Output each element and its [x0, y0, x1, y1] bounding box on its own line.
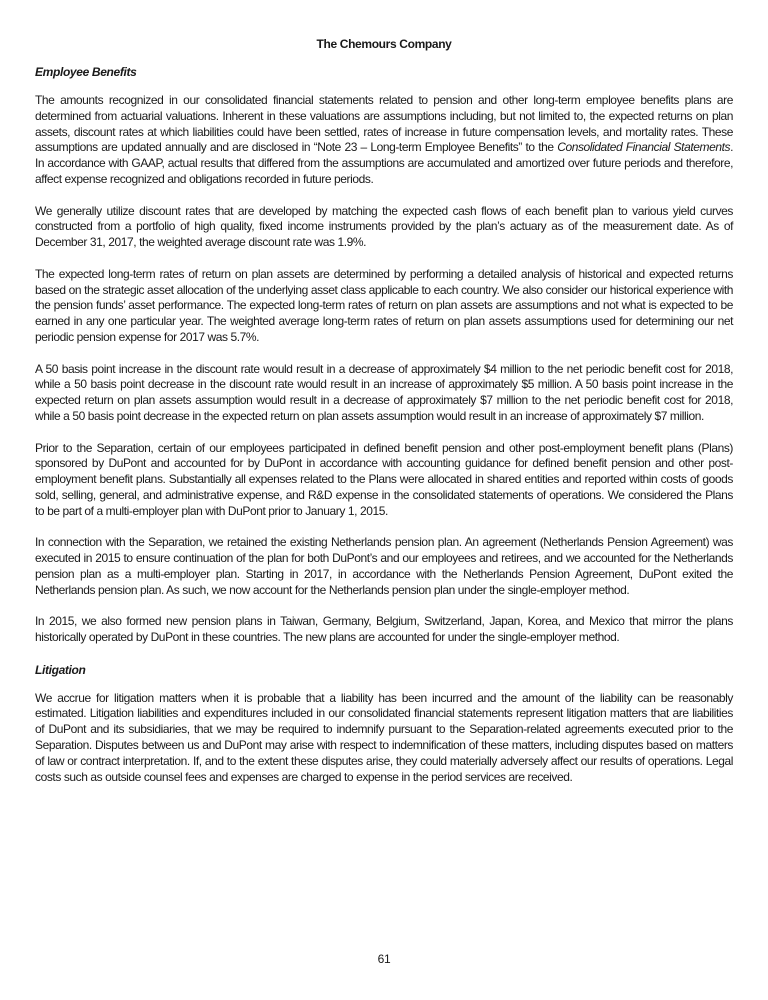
employee-benefits-paragraph-3: The expected long-term rates of return on plan assets are determined by performing a detailed analysis of historical and expected returns based on the strategic asset allocation of the underlying asset class applicable to each country. We also consider our historical experience with the pension funds’ asset performance. The expected long-term rates of return on plan assets are assumptions and not what is expected to be earned in any one particular year. The weighted average long-term rates of return on plan assets assumptions used for determining our net periodic pension expense for 2017 was 5.7%.	[35, 266, 733, 344]
employee-benefits-paragraph-6: In connection with the Separation, we retained the existing Netherlands pension plan. An agreement (Netherlands Pension Agreement) was executed in 2015 to ensure continuation of the plan for both DuPont’s and our employees and retirees, and we accounted for the Netherlands pension plan as a multi-employer plan. Starting in 2017, in accordance with the Netherlands Pension Agreement, DuPont exited the Netherlands pension plan. As such, we now account for the Netherlands pension plan under the single-employer method.	[35, 535, 733, 597]
document-page	[35, 36, 733, 801]
section-heading-litigation: Litigation	[35, 662, 86, 677]
paragraph-text: . In accordance with GAAP, actual results that differed from the assumptions are accumulated and amortized over future periods and therefore, affect expense recognized and obligations recorded in future periods.	[35, 140, 733, 186]
employee-benefits-paragraph-4: A 50 basis point increase in the discount rate would result in a decrease of approximately $4 million to the net periodic benefit cost for 2018, while a 50 basis point decrease in the discount rate would result in an increase of approximately $5 million. A 50 basis point increase in the expected return on plan assets assumption would result in a decrease of approximately $7 million to the net periodic benefit cost for 2018, while a 50 basis point decrease in the expected return on plan assets assumption would result in an increase of approximately $7 million.	[35, 361, 733, 423]
litigation-paragraph-1: We accrue for litigation matters when it is probable that a liability has been incurred and the amount of the liability can be reasonably estimated. Litigation liabilities and expenditures included in our consolidated financial statements represent litigation matters that are liabilities of DuPont and its subsidiaries, that we may be required to indemnify pursuant to the Separation-related agreements executed prior to the Separation. Disputes between us and DuPont may arise with respect to indemnification of these matters, including disputes based on matters of law or contract interpretation. If, and to the extent these disputes arise, they could materially adversely affect our results of operations. Legal costs such as outside counsel fees and expenses are charged to expense in the period services are received.	[35, 690, 733, 784]
page-number: 61	[377, 952, 391, 966]
employee-benefits-paragraph-1	[35, 93, 733, 188]
employee-benefits-paragraph-2: We generally utilize discount rates that are developed by matching the expected cash flows of each benefit plan to various yield curves constructed from a portfolio of high quality, fixed income instruments provided by the plan’s actuary as of the measurement date. As of December 31, 2017, the weighted average discount rate was 1.9%.	[35, 203, 733, 250]
section-heading-employee-benefits: Employee Benefits	[35, 65, 137, 79]
employee-benefits-paragraph-5: Prior to the Separation, certain of our employees participated in defined benefit pension and other post-employment benefit plans (Plans) sponsored by DuPont and accounted for by DuPont in accordance with accounting guidance for defined benefit pension and other post-employment benefit plans. Substantially all expenses related to the Plans were allocated in shared entities and reported within costs of goods sold, selling, general, and administrative expense, and R&D expense in the consolidated statements of operations. We considered the Plans to be part of a multi-employer plan with DuPont prior to January 1, 2015.	[35, 440, 733, 518]
paragraph-text: The amounts recognized in our consolidated financial statements related to pension and other long-term employee benefits plans are determined from actuarial valuations. Inherent in these valuations are assumptions including, but not limited to, the expected returns on plan assets, discount rates at which liabilities could have been settled, rates of increase in future compensation levels, and mortality rates. These assumptions are updated annually and are disclosed in “Note 23 – Long-term Employee Benefits” to the	[35, 93, 733, 155]
italic-reference: Consolidated Financial Statements	[557, 140, 731, 155]
company-title: The Chemours Company	[316, 37, 452, 51]
employee-benefits-paragraph-7: In 2015, we also formed new pension plans in Taiwan, Germany, Belgium, Switzerland, Japan, Korea, and Mexico that mirror the plans historically operated by DuPont in these countries. The new plans are accounted for under the single-employer method.	[35, 614, 733, 645]
